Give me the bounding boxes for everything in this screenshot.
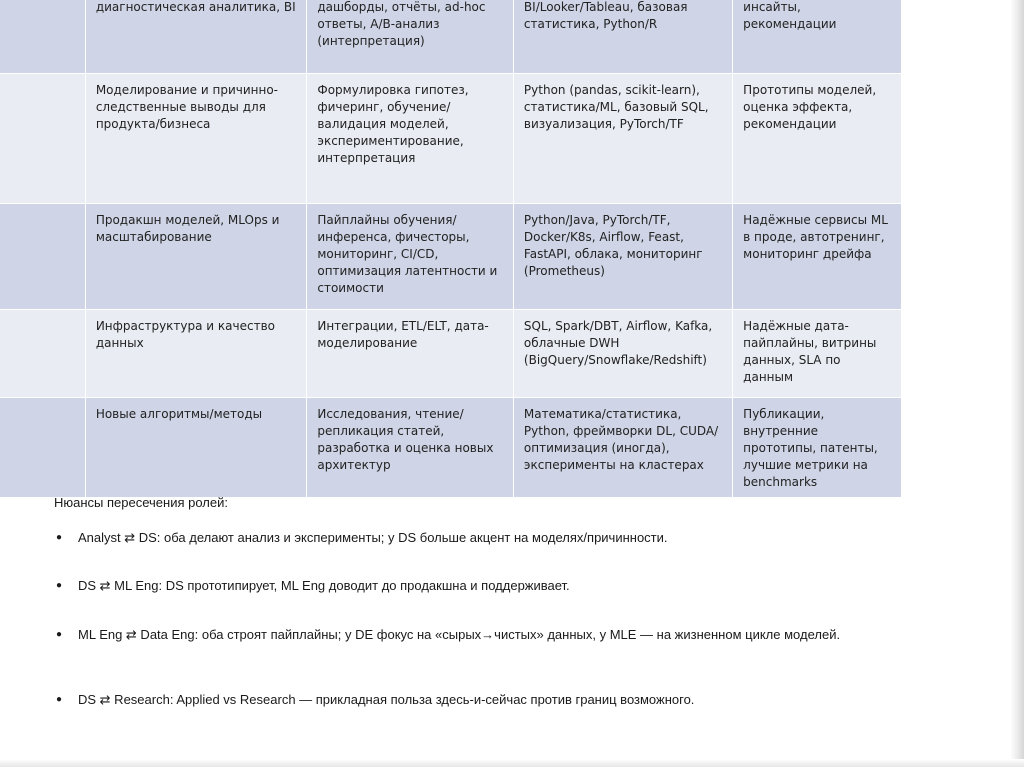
- bullet-icon: ●: [56, 532, 63, 543]
- skills-cell: BI/Looker/Tableau, базовая статистика, Python/R: [513, 0, 732, 74]
- note-text: DS ⇄ ML Eng: DS прототипирует, ML Eng доводит до продакшна и поддерживает.: [78, 578, 570, 593]
- tasks-cell: Формулировка гипотез, фичеринг, обучение/валидация моделей, экспериментирование, интерпретация: [307, 74, 514, 204]
- focus-cell: Инфраструктура и качество данных: [85, 310, 307, 398]
- table-row: [0, 310, 902, 398]
- page-bottom-shadow: [0, 759, 1024, 767]
- tasks-cell: Интеграции, ETL/ELT, дата-моделирование: [307, 310, 514, 398]
- list-item: [54, 691, 874, 708]
- focus-cell: диагностическая аналитика, BI: [85, 0, 307, 74]
- outputs-cell: Надёжные дата-пайплайны, витрины данных, SLA по данным: [733, 310, 902, 398]
- skills-cell: Математика/статистика, Python, фреймворки DL, CUDA/оптимизация (иногда), эксперименты на кластерах: [513, 398, 732, 498]
- role-cell: [0, 310, 85, 398]
- note-text: ML Eng ⇄ Data Eng: оба строят пайплайны; у DE фокус на «сырых→чистых» данных, у MLE — на жизненном цикле моделей.: [78, 627, 841, 642]
- role-cell: [0, 74, 85, 204]
- bullet-icon: ●: [56, 629, 63, 640]
- outputs-cell: инсайты, рекомендации: [733, 0, 902, 74]
- table-row: [0, 74, 902, 204]
- focus-cell: Моделирование и причинно-следственные выводы для продукта/бизнеса: [85, 74, 307, 204]
- skills-cell: SQL, Spark/DBT, Airflow, Kafka, облачные DWH (BigQuery/Snowflake/Redshift): [513, 310, 732, 398]
- list-item: [54, 577, 874, 594]
- skills-cell: Python (pandas, scikit-learn), статистика/ML, базовый SQL, визуализация, PyTorch/TF: [513, 74, 732, 204]
- tasks-cell: дашборды, отчёты, ad-hoc ответы, A/B-анализ (интерпретация): [307, 0, 514, 74]
- role-cell: [0, 398, 85, 498]
- role-overlap-notes: [54, 494, 874, 707]
- role-cell: [0, 0, 85, 74]
- page-edge-shadow: [1010, 0, 1024, 767]
- outputs-cell: Прототипы моделей, оценка эффекта, рекомендации: [733, 74, 902, 204]
- note-text: Analyst ⇄ DS: оба делают анализ и эксперименты; у DS больше акцент на моделях/причинности.: [78, 530, 668, 545]
- outputs-cell: Надёжные сервисы ML в проде, автотренинг, мониторинг дрейфа: [733, 204, 902, 310]
- table-row: [0, 398, 902, 498]
- table-row: [0, 0, 902, 74]
- list-item: [54, 529, 874, 546]
- notes-title: Нюансы пересечения ролей:: [54, 495, 228, 510]
- focus-cell: Продакшн моделей, MLOps и масштабирование: [85, 204, 307, 310]
- tasks-cell: Исследования, чтение/репликация статей, разработка и оценка новых архитектур: [307, 398, 514, 498]
- list-item: [54, 626, 874, 643]
- tasks-cell: Пайплайны обучения/инференса, фичесторы, мониторинг, CI/CD, оптимизация латентности и стоимости: [307, 204, 514, 310]
- outputs-cell: Публикации, внутренние прототипы, патенты, лучшие метрики на benchmarks: [733, 398, 902, 498]
- role-cell: [0, 204, 85, 310]
- skills-cell: Python/Java, PyTorch/TF, Docker/K8s, Airflow, Feast, FastAPI, облака, мониторинг (Prometheus): [513, 204, 732, 310]
- table-row: [0, 204, 902, 310]
- note-text: DS ⇄ Research: Applied vs Research — прикладная польза здесь-и-сейчас против границ возможного.: [78, 692, 695, 707]
- bullet-icon: ●: [56, 580, 63, 591]
- bullet-icon: ●: [56, 694, 63, 705]
- focus-cell: Новые алгоритмы/методы: [85, 398, 307, 498]
